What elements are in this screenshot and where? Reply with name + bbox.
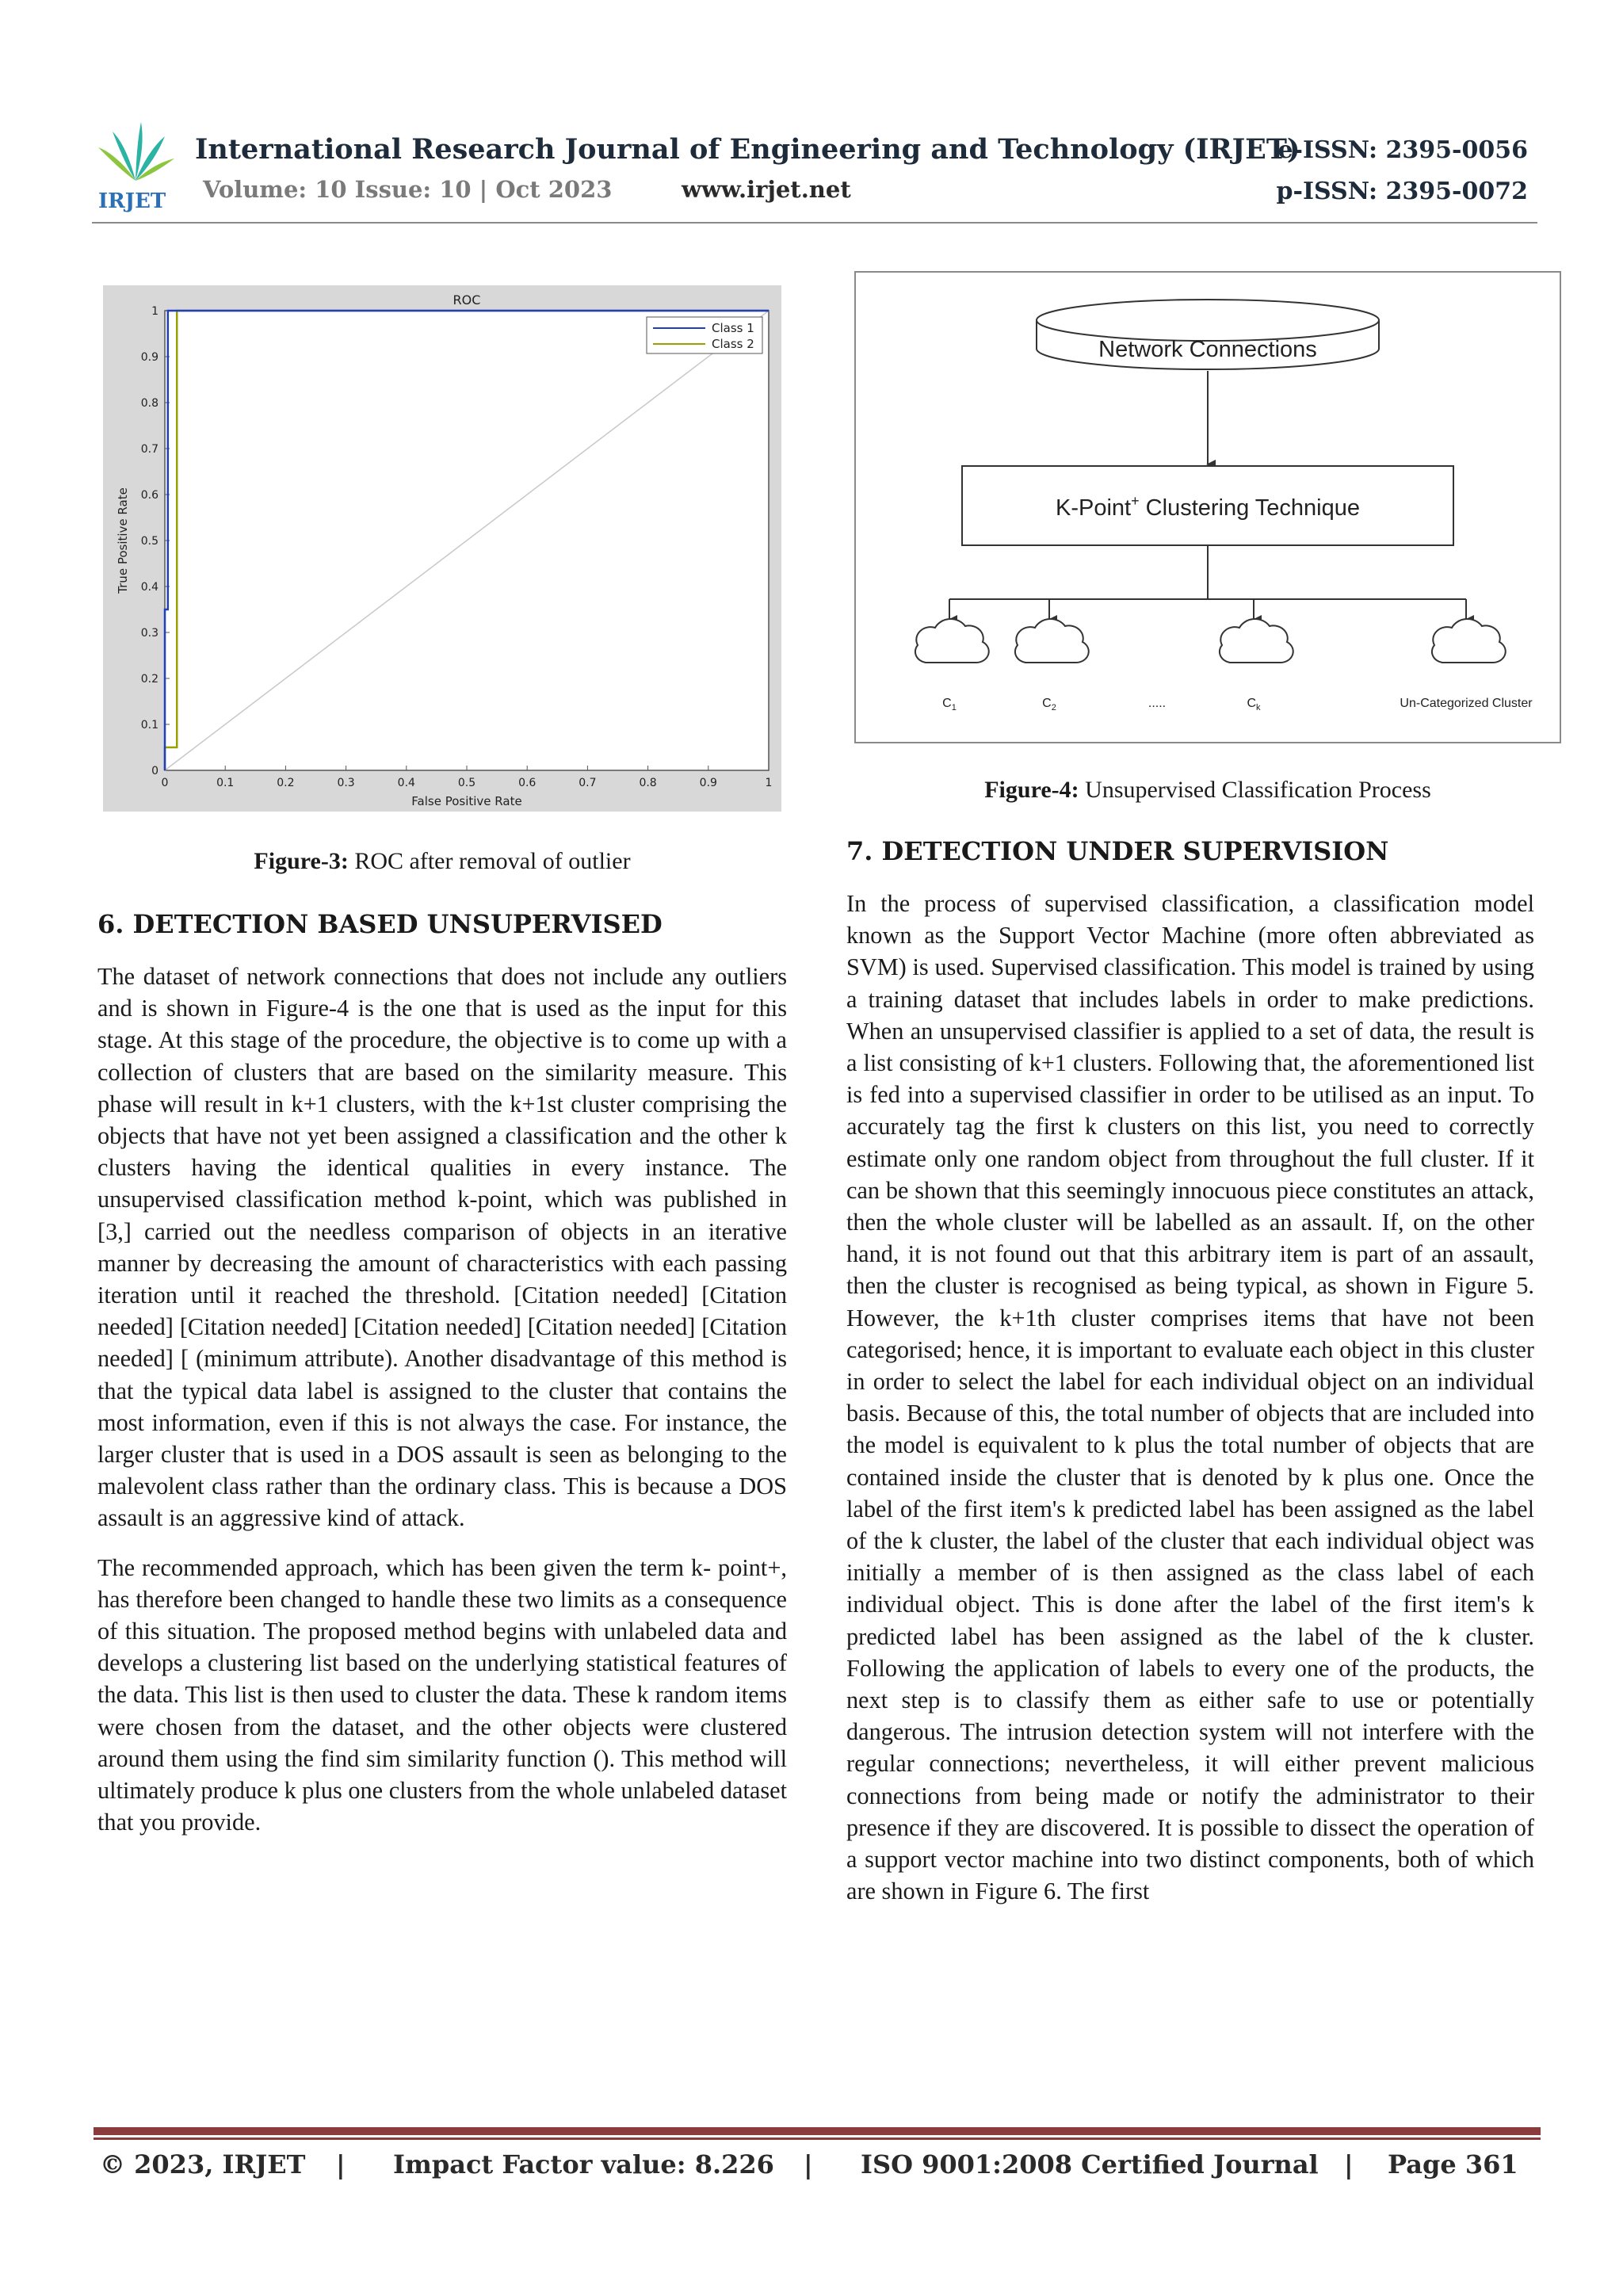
journal-title: International Research Journal of Engineering and Technology (IRJET) — [195, 133, 1300, 166]
y-tick-label: 0.7 — [140, 443, 158, 456]
figure4-label: Figure-4: — [984, 777, 1079, 803]
y-tick-label: 0.2 — [140, 673, 158, 686]
journal-header — [92, 119, 1537, 222]
figure3-text: ROC after removal of outlier — [348, 848, 631, 874]
roc-chart — [103, 285, 781, 812]
section6-paragraph-2: The recommended approach, which has been given the term k- point+, has therefore been changed to handle these two limits as a consequence of this situation. The proposed method begins with unlabeled data and develops a clustering list based on the underlying statistical features of the data. This list is then used to cluster the data. These k random items were chosen from the dataset, and the other objects were clustered around them using the find sim similarity function (). This method will ultimately produce k plus one clusters from the whole unlabeled dataset that you provide. — [97, 1553, 787, 1836]
figure4-diagram — [854, 271, 1561, 743]
footer-separator: | — [804, 2149, 813, 2179]
chart-legend — [647, 317, 762, 353]
x-tick-label: 0.1 — [216, 777, 235, 789]
x-tick-label: 0.8 — [639, 777, 657, 789]
journal-website[interactable]: www.irjet.net — [682, 176, 851, 203]
x-tick-label: 1 — [765, 777, 773, 789]
cloud-icon — [1432, 619, 1506, 663]
roc-figure — [103, 285, 781, 812]
section7-heading: 7. DETECTION UNDER SUPERVISION — [846, 836, 1389, 866]
x-tick-label: 0.5 — [457, 777, 476, 789]
pissn: p-ISSN: 2395-0072 — [1276, 178, 1528, 205]
right-column — [846, 835, 1534, 1925]
figure3-label: Figure-3: — [254, 848, 349, 874]
footer-iso: ISO 9001:2008 Certified Journal — [861, 2149, 1319, 2179]
x-tick-label: 0.3 — [337, 777, 355, 789]
legend-class1: Class 1 — [712, 321, 754, 335]
db-label: Network Connections — [1098, 337, 1317, 362]
irjet-logo — [92, 119, 179, 212]
footer-copyright: © 2023, IRJET — [100, 2149, 306, 2179]
y-tick-label: 0.1 — [140, 719, 158, 732]
cluster-label-c2: $C_2$ — [1042, 697, 1056, 712]
cloud-icon — [915, 619, 989, 663]
cluster-label-c1: $C_1$ — [942, 697, 957, 712]
x-tick-label: 0.2 — [277, 777, 295, 789]
y-tick-label: 0.3 — [140, 627, 158, 640]
footer-page: Page 361 — [1388, 2149, 1518, 2179]
y-tick-label: 0.6 — [140, 489, 158, 502]
footer-rule — [94, 2127, 1541, 2135]
x-tick-label: 0.4 — [397, 777, 415, 789]
section6-paragraph-1: The dataset of network connections that does not include any outliers and is shown in Figure-4 is the one that is used as the input for this stage. At this stage of the procedure, the objective is to come up with a collection of clusters that are based on the similarity measure. This phase will result in k+1 clusters, with the k+1st cluster comprising the objects that have not yet been assigned a classification and the other k clusters having the identical qualities in every instance. The unsupervised classification method k-point, which was published in [3,] carried out the needless comparison of objects in an iterative manner by decreasing the amount of characteristics with each passing iteration until it reached the threshold. [Citation needed] [Citation needed] [Citation needed] [Citation needed] [Citation needed] [Citation needed] [ (minimum attribute). Another disadvantage of this method is that the typical data label is assigned to the cluster that contains the most information, even if this is not always the case. For instance, the larger cluster that is used in a DOS assault is seen as belonging to the malevolent class rather than the ordinary class. This is because a DOS assault is an aggressive kind of attack. — [97, 963, 787, 1532]
x-tick-label: 0 — [161, 777, 169, 789]
eissn: e-ISSN: 2395-0056 — [1277, 136, 1528, 164]
section6-heading: 6. DETECTION BASED UNSUPERVISED — [97, 909, 663, 939]
cluster-label-ck: $C_k$ — [1247, 697, 1261, 712]
unsupervised-diagram — [856, 273, 1560, 742]
y-tick-label: 0.5 — [140, 535, 158, 548]
header-rule — [92, 222, 1537, 223]
cloud-icon — [1220, 619, 1293, 663]
y-tick-label: 0.9 — [140, 351, 158, 364]
x-axis-label: False Positive Rate — [411, 794, 522, 808]
cluster-label-dots: ..... — [1148, 697, 1167, 710]
y-tick-label: 1 — [151, 305, 158, 318]
y-tick-label: 0.8 — [140, 397, 158, 410]
cluster-clouds — [915, 619, 1506, 663]
figure3-caption — [103, 848, 781, 875]
figure4-text: Unsupervised Classification Process — [1079, 777, 1431, 803]
figure4-caption — [854, 777, 1561, 804]
y-tick-label: 0 — [151, 765, 158, 777]
logo-leaf — [113, 132, 136, 181]
section7-paragraph-1: In the process of supervised classification, a classification model known as the Support Vector Machine (more often abbreviated as SVM) is used. Supervised classification. This model is trained by using a training dataset that includes labels in order to make predictions. When an unsupervised classifier is applied to a set of data, the result is a list consisting of k+1 clusters. Following that, the aforementioned list is fed into a supervised classifier in order to be utilised as an input. To accurately tag the first k clusters on this list, you need to correctly estimate only one random object from throughout the full cluster. If it can be shown that this seemingly innocuous piece constitutes an attack, then the whole cluster will be labelled as an assault. If, on the other hand, it is not found out that this arbitrary item is part of an assault, then the cluster is recognised as being typical, as shown in Figure 5. However, the k+1th cluster comprises items that have not been categorised; hence, it is important to evaluate each object in this cluster in order to select the label for each individual object on an individual basis. Because of this, the total number of objects that are included into the model is equivalent to k plus the total number of objects that are contained inside the cluster that is denoted by k plus one. Once the label of the first item's k predicted label has been assigned as the label of the k cluster, the label of the cluster that each individual object was initially a member of is then assigned as the class label of each individual object. This is done after the label of the first item's k predicted label has been assigned as the label of the k cluster. Following the application of labels to every one of the products, the next step is to classify them as either safe to use or potentially dangerous. The intrusion detection system will not interfere with the regular connections; nevertheless, it will either prevent malicious connections from being made or notify the administrator to their presence if they are discovered. It is possible to dissect the operation of a support vector machine into two distinct components, both of which are shown in Figure 6. The first — [846, 890, 1534, 1905]
footer-separator: | — [1344, 2149, 1354, 2179]
x-tick-label: 0.6 — [518, 777, 537, 789]
x-tick-label: 0.7 — [579, 777, 597, 789]
footer-separator: | — [336, 2149, 346, 2179]
cloud-icon — [1015, 619, 1089, 663]
cluster-label-uncategorized: Un-Categorized Cluster — [1400, 697, 1533, 710]
technique-label: K-Point+ Clustering Technique — [1056, 493, 1360, 521]
footer-rule-thin — [94, 2137, 1541, 2140]
footer-impact: Impact Factor value: 8.226 — [393, 2149, 774, 2179]
left-column — [97, 908, 787, 1855]
y-axis-label: True Positive Rate — [116, 487, 130, 594]
cluster-arrows — [949, 599, 1466, 620]
chart-title: ROC — [453, 292, 481, 308]
logo-text: IRJET — [98, 189, 166, 212]
y-tick-label: 0.4 — [140, 581, 158, 594]
page-footer — [100, 2149, 1542, 2189]
volume-issue: Volume: 10 Issue: 10 | Oct 2023 — [203, 176, 613, 203]
legend-class2: Class 2 — [712, 337, 754, 351]
x-tick-label: 0.9 — [699, 777, 717, 789]
